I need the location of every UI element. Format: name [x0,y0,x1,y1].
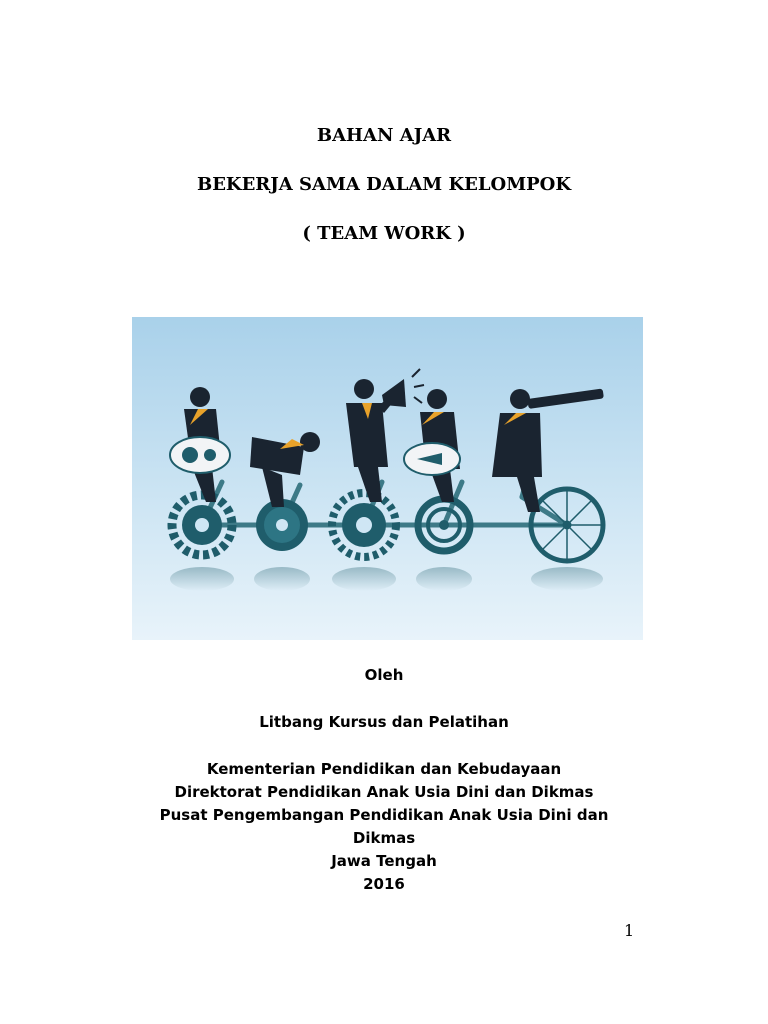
by-label: Oleh [364,666,404,684]
team-bicycle-illustration [132,317,643,640]
org-line-ministry: Kementerian Pendidikan dan Kebudayaan [206,760,562,778]
organization-block [0,758,768,896]
page-number: 1 [624,921,635,940]
publication-year: 2016 [363,875,405,893]
org-line-region: Jawa Tengah [331,852,437,870]
doc-title-line3: ( TEAM WORK ) [302,223,466,244]
org-line-directorate: Direktorat Pendidikan Anak Usia Dini dan Dikmas [174,783,594,801]
doc-title-line1: BAHAN AJAR [316,125,452,146]
author-name: Litbang Kursus dan Pelatihan [259,713,509,731]
doc-title-line2: BEKERJA SAMA DALAM KELOMPOK [196,174,571,195]
org-line-center: Pusat Pengembangan Pendidikan Anak Usia Dini dan [159,806,609,824]
org-line-center-cont: Dikmas [352,829,416,847]
